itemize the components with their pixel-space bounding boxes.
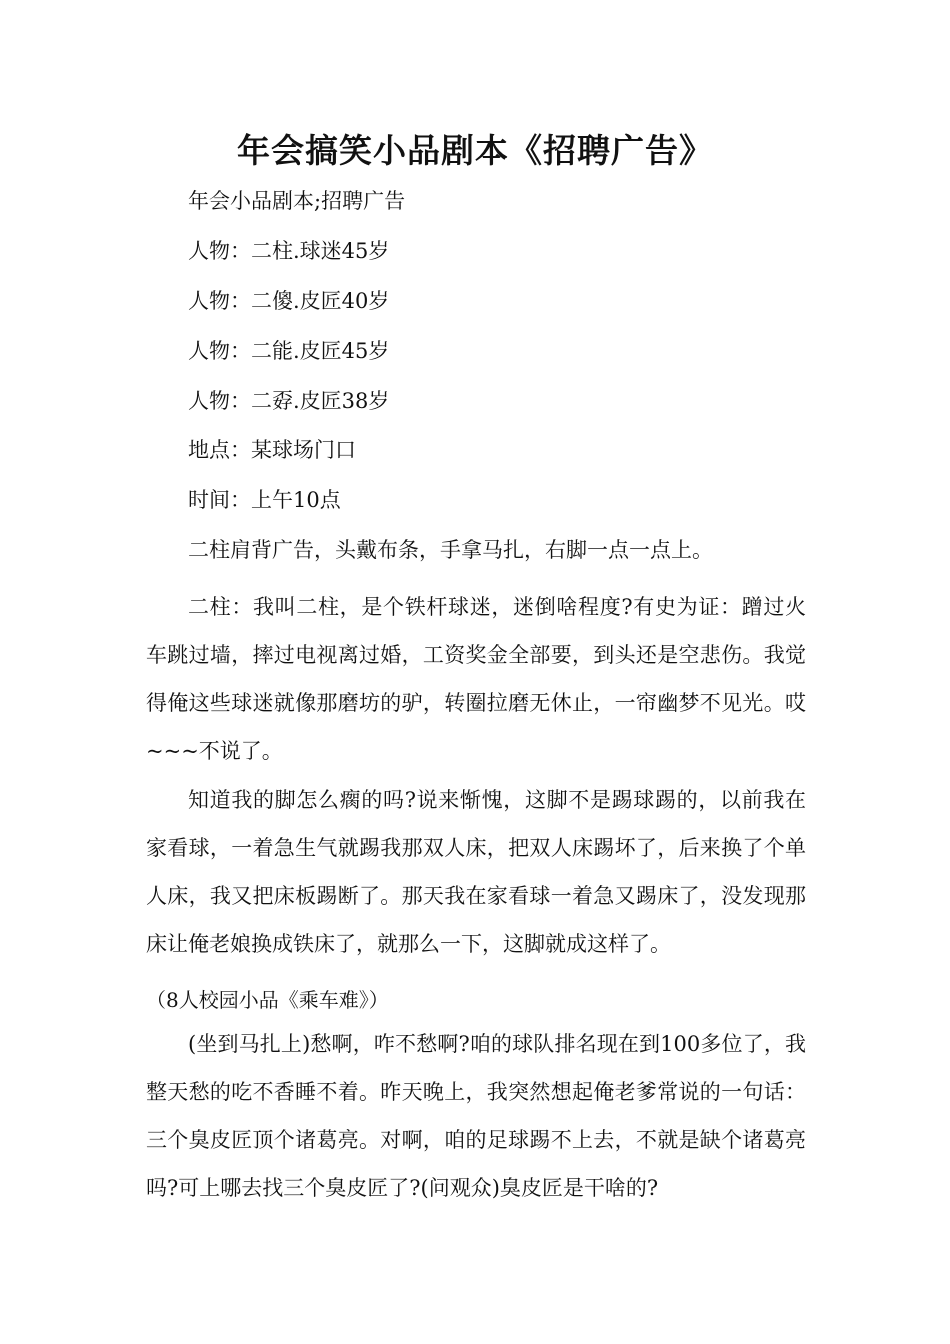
document-title: 年会搞笑小品剧本《招聘广告》 <box>237 131 713 170</box>
document-subtitle: 年会小品剧本;招聘广告 <box>188 189 406 213</box>
body-paragraph: (坐到马扎上)愁啊，咋不愁啊?咱的球队排名现在到100多位了，我整天愁的吃不香睡不着。昨天晚上，我突然想起俺老爹常说的一句话：三个臭皮匠顶个诸葛亮。对啊，咱的足球踢不上去，不就是缺个诸葛亮吗?可上哪去找三个臭皮匠了?(问观众)臭皮匠是干啥的? <box>146 1032 806 1200</box>
time-line: 时间：上午10点 <box>188 488 341 512</box>
cast-line-erneng: 人物：二能.皮匠45岁 <box>188 339 390 363</box>
cast-line-erzhu: 人物：二柱.球迷45岁 <box>188 239 390 263</box>
stage-direction: 二柱肩背广告，头戴布条，手拿马扎，右脚一点一点上。 <box>188 538 713 562</box>
body-paragraph: 知道我的脚怎么瘸的吗?说来惭愧，这脚不是踢球踢的，以前我在家看球，一着急生气就踢我那双人床，把双人床踢坏了，后来换了个单人床，我又把床板踢断了。那天我在家看球一着急又踢床了，没发现那床让俺老娘换成铁床了，就那么一下，这脚就成这样了。 <box>146 788 806 956</box>
reference-note: （8人校园小品《乘车难》） <box>146 988 389 1012</box>
body-paragraph: 二柱：我叫二柱，是个铁杆球迷，迷倒啥程度?有史为证：蹭过火车跳过墙，摔过电视离过婚，工资奖金全部要，到头还是空悲伤。我觉得俺这些球迷就像那磨坊的驴，转圈拉磨无休止，一帘幽梦不见光。哎~~~不说了。 <box>146 595 806 763</box>
location-line: 地点：某球场门口 <box>188 438 356 462</box>
cast-line-ernao: 人物：二孬.皮匠38岁 <box>188 389 390 413</box>
cast-line-ersha: 人物：二傻.皮匠40岁 <box>188 289 390 313</box>
